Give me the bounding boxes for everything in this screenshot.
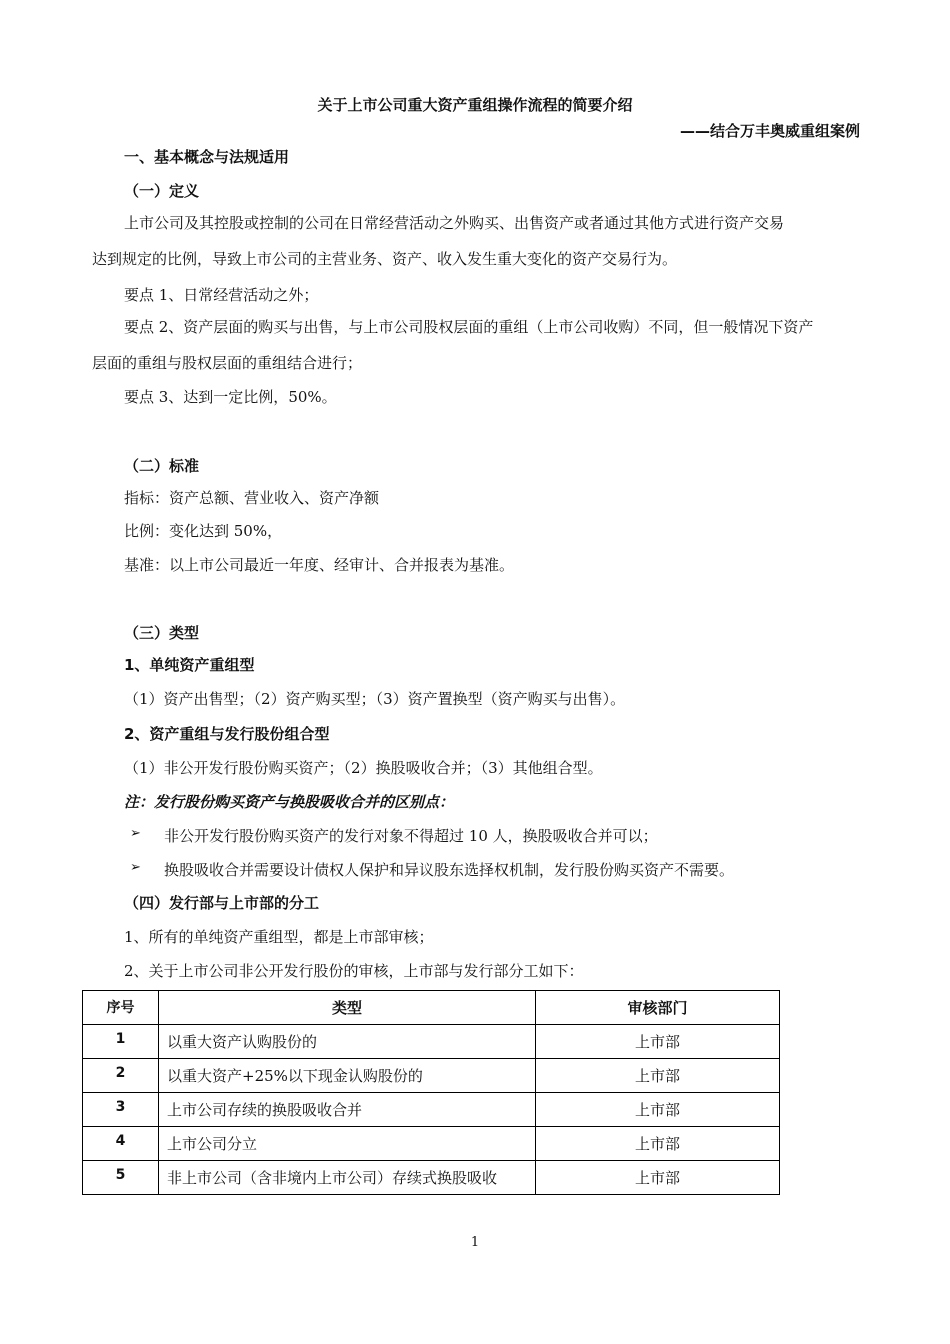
document-title: 关于上市公司重大资产重组操作流程的简要介绍 — [317, 96, 633, 114]
standard-basis: 基准：以上市公司最近一年度、经审计、合并报表为基准。 — [124, 556, 515, 574]
subsection-heading-standard: （二）标准 — [124, 457, 200, 475]
document-subtitle: ——结合万丰奥威重组案例 — [679, 122, 860, 140]
subsection-heading-types: （三）类型 — [124, 624, 200, 642]
standard-indicator: 指标：资产总额、营业收入、资产净额 — [124, 489, 380, 507]
division-item-1: 1、所有的单纯资产重组型，都是上市部审核； — [124, 928, 434, 946]
table-cell-type: 非上市公司（含非境内上市公司）存续式换股吸收 — [159, 1161, 536, 1195]
table-row — [83, 1025, 780, 1059]
standard-ratio: 比例：变化达到 50%， — [124, 522, 283, 540]
type1-heading: 1、单纯资产重组型 — [124, 656, 255, 674]
note-bullet-2: 换股吸收合并需要设计债权人保护和异议股东选择权机制，发行股份购买资产不需要。 — [164, 861, 735, 879]
table-cell-department: 上市部 — [536, 1025, 780, 1059]
table-header-index: 序号 — [83, 991, 159, 1025]
section-heading-basic-concepts: 一、基本概念与法规适用 — [124, 148, 290, 166]
table-cell-department: 上市部 — [536, 1127, 780, 1161]
type2-heading: 2、资产重组与发行股份组合型 — [124, 725, 330, 743]
type1-items: （1）资产出售型；（2）资产购买型；（3）资产置换型（资产购买与出售）。 — [124, 690, 626, 708]
table-row — [83, 1093, 780, 1127]
table-cell-index: 2 — [83, 1059, 159, 1093]
definition-point-2-line1: 要点 2、资产层面的购买与出售，与上市公司股权层面的重组（上市公司收购）不同，但一般情况下资产 — [124, 318, 814, 336]
note-bullet-1: 非公开发行股份购买资产的发行对象不得超过 10 人，换股吸收合并可以； — [164, 827, 658, 845]
table-cell-index: 5 — [83, 1161, 159, 1195]
table-cell-department: 上市部 — [536, 1093, 780, 1127]
table-cell-index: 4 — [83, 1127, 159, 1161]
table-cell-type: 以重大资产+25%以下现金认购股份的 — [159, 1059, 536, 1093]
table-cell-type: 上市公司存续的换股吸收合并 — [159, 1093, 536, 1127]
definition-point-1: 要点 1、日常经营活动之外； — [124, 286, 319, 304]
definition-text-line1: 上市公司及其控股或控制的公司在日常经营活动之外购买、出售资产或者通过其他方式进行资产交易 — [124, 214, 785, 232]
table-cell-type: 上市公司分立 — [159, 1127, 536, 1161]
table-cell-index: 3 — [83, 1093, 159, 1127]
type2-items: （1）非公开发行股份购买资产；（2）换股吸收合并；（3）其他组合型。 — [124, 759, 603, 777]
table-cell-type: 以重大资产认购股份的 — [159, 1025, 536, 1059]
division-item-2: 2、关于上市公司非公开发行股份的审核，上市部与发行部分工如下： — [124, 962, 584, 980]
table-row — [83, 1059, 780, 1093]
subsection-heading-division: （四）发行部与上市部的分工 — [124, 894, 320, 912]
definition-text-line2: 达到规定的比例，导致上市公司的主营业务、资产、收入发生重大变化的资产交易行为。 — [92, 250, 678, 268]
review-division-table — [82, 990, 780, 1195]
table-cell-department: 上市部 — [536, 1059, 780, 1093]
table-row — [83, 1127, 780, 1161]
table-cell-index: 1 — [83, 1025, 159, 1059]
definition-point-2-line2: 层面的重组与股权层面的重组结合进行； — [92, 354, 363, 372]
subsection-heading-definition: （一）定义 — [124, 182, 200, 200]
table-header-row — [83, 991, 780, 1025]
table-header-department: 审核部门 — [536, 991, 780, 1025]
arrow-bullet-icon: ➢ — [130, 826, 141, 841]
arrow-bullet-icon: ➢ — [130, 860, 141, 875]
definition-point-3: 要点 3、达到一定比例，50%。 — [124, 388, 337, 406]
table-header-type: 类型 — [159, 991, 536, 1025]
table-row — [83, 1161, 780, 1195]
table-cell-department: 上市部 — [536, 1161, 780, 1195]
page-number: 1 — [470, 1235, 480, 1250]
note-heading: 注：发行股份购买资产与换股吸收合并的区别点： — [124, 793, 455, 811]
